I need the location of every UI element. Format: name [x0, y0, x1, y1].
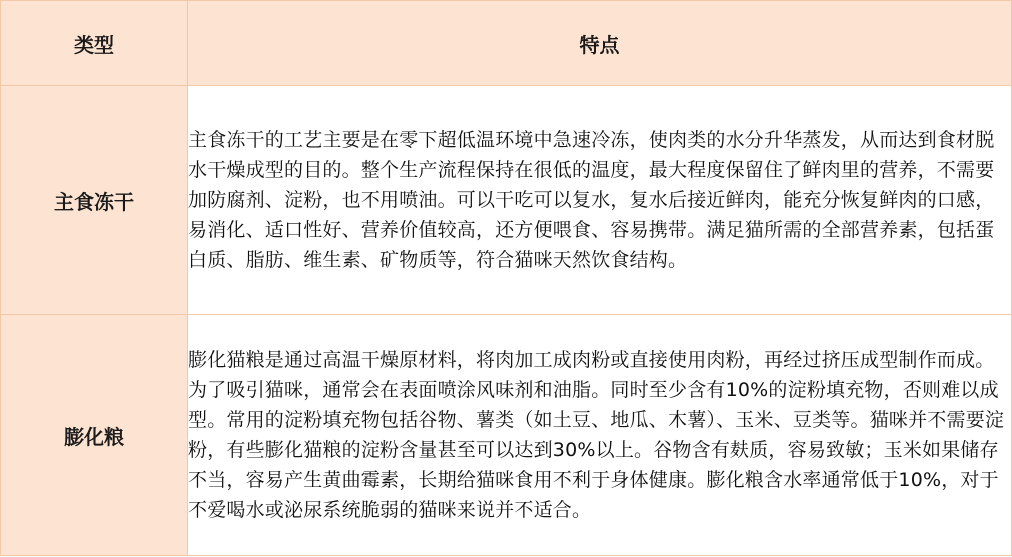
- header-row: [1, 1, 1012, 86]
- table-row: [1, 86, 1012, 315]
- type-cell: 膨化粮: [1, 315, 188, 556]
- type-cell: 主食冻干: [1, 86, 188, 315]
- description-cell: 主食冻干的工艺主要是在零下超低温环境中急速冷冻，使肉类的水分升华蒸发，从而达到食材脱水干燥成型的目的。整个生产流程保持在很低的温度，最大程度保留住了鲜肉里的营养，不需要加防腐剂、淀粉，也不用喷油。可以干吃可以复水，复水后接近鲜肉，能充分恢复鲜肉的口感，易消化、适口性好、营养价值较高，还方便喂食、容易携带。满足猫所需的全部营养素，包括蛋白质、脂肪、维生素、矿物质等，符合猫咪天然饮食结构。: [188, 86, 1012, 315]
- description-cell: 膨化猫粮是通过高温干燥原材料，将肉加工成肉粉或直接使用肉粉，再经过挤压成型制作而成。为了吸引猫咪，通常会在表面喷涂风味剂和油脂。同时至少含有10%的淀粉填充物，否则难以成型。常用的淀粉填充物包括谷物、薯类（如土豆、地瓜、木薯）、玉米、豆类等。猫咪并不需要淀粉，有些膨化猫粮的淀粉含量甚至可以达到30%以上。谷物含有麸质，容易致敏；玉米如果储存不当，容易产生黄曲霉素，长期给猫咪食用不利于身体健康。膨化粮含水率通常低于10%，对于不爱喝水或泌尿系统脆弱的猫咪来说并不适合。: [188, 315, 1012, 556]
- header-features: 特点: [188, 1, 1012, 86]
- header-type: 类型: [1, 1, 188, 86]
- table-row: [1, 315, 1012, 556]
